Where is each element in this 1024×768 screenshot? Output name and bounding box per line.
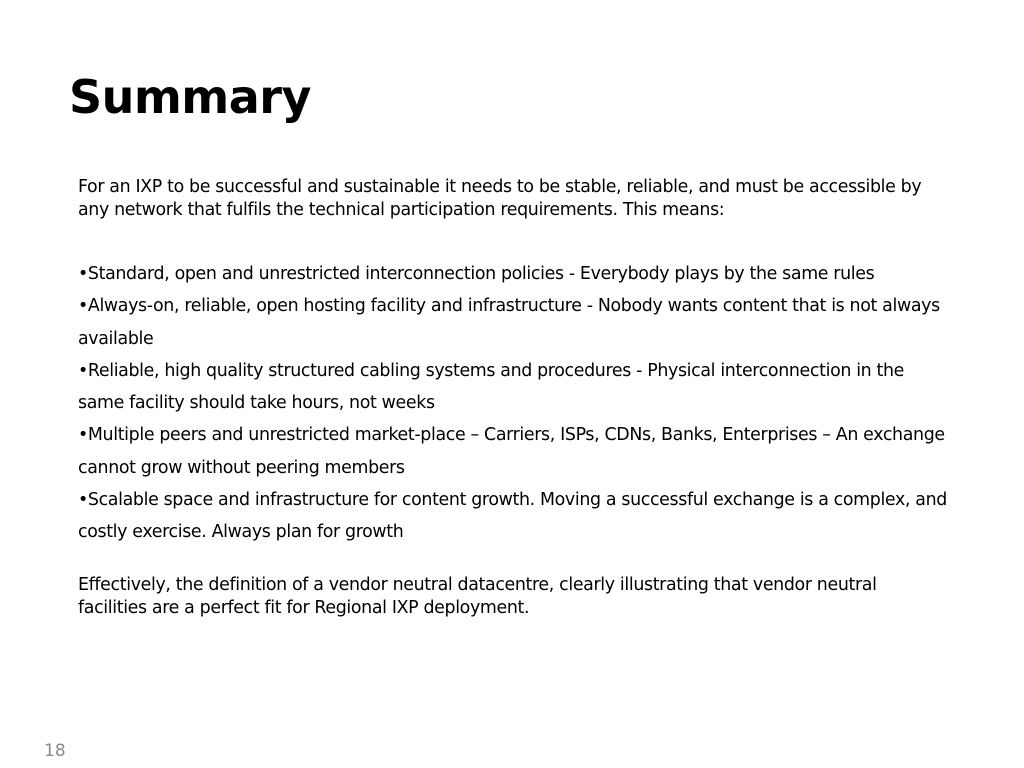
slide-title: Summary [69, 70, 311, 124]
page-number: 18 [44, 741, 66, 761]
bullet-item-scalable-space: •Scalable space and infrastructure for content growth. Moving a successful exchange is a complex, and costly exercise. Always plan for growth [78, 490, 947, 543]
bullet-list [78, 258, 948, 549]
bullet-item-structured-cabling: •Reliable, high quality structured cabling systems and procedures - Physical interconnection in the same facility should take hours, not weeks [78, 360, 905, 414]
bullet-item-interconnection-policies: •Standard, open and unrestricted interconnection policies - Everybody plays by the same rules [78, 264, 875, 284]
bullet-item-multiple-peers: •Multiple peers and unrestricted market-place – Carriers, ISPs, CDNs, Banks, Enterprises – An exchange cannot grow without peering members [78, 425, 945, 478]
bullet-item-hosting-facility: •Always-on, reliable, open hosting facility and infrastructure - Nobody wants content that is not always available [78, 296, 940, 349]
closing-paragraph: Effectively, the definition of a vendor neutral datacentre, clearly illustrating that vendor neutral facilities are a perfect fit for Regional IXP deployment. [78, 574, 877, 618]
intro-paragraph: For an IXP to be successful and sustainable it needs to be stable, reliable, and must be accessible by any network that fulfils the technical participation requirements. This means: [78, 177, 922, 220]
slide-body [78, 176, 948, 620]
